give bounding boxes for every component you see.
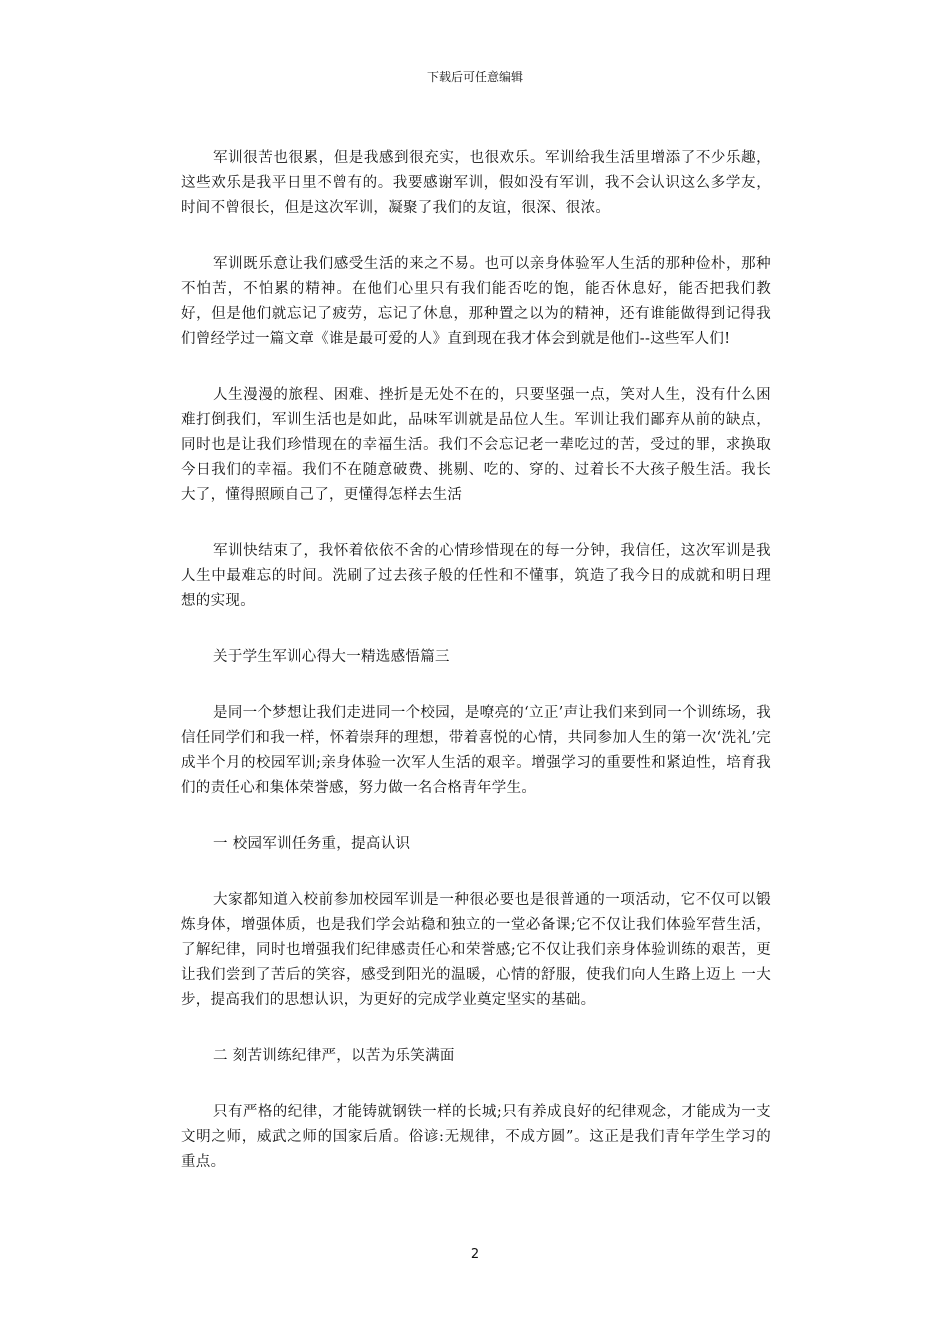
page-header: 下载后可任意编辑: [426, 70, 523, 84]
paragraph-2: 军训既乐意让我们感受生活的来之不易。也可以亲身体验军人生活的那种俭朴，那种不怕苦，不怕累的精神。在他们心里只有我们能否吃的饱，能否休息好，能否把我们教好，但是他们就忘记了疲劳，忘记了休息，那种置之以为的精神，还有谁能做得到记得我们曾经学过一篇文章《谁是最可爱的人》直到现在我才体会到就是他们--这些军人们!: [181, 256, 771, 347]
subheading-one: 一 校园军训任务重，提高认识: [213, 836, 411, 852]
paragraph-6: 大家都知道入校前参加校园军训是一种很必要也是很普通的一项活动，它不仅可以锻炼身体，增强体质，也是我们学会站稳和独立的一堂必备课;它不仅让我们体验军营生活，了解纪律，同时也增强我们纪律感责任心和荣誉感;它不仅让我们亲身体验训练的艰苦，更让我们尝到了苦后的笑容，感受到阳光的温暖，心情的舒服，使我们向人生路上迈上 一大步，提高我们的思想认识，为更好的完成学业奠定坚实的基础。: [181, 892, 771, 1008]
section-title: 关于学生军训心得大一精选感悟篇三: [213, 649, 450, 665]
paragraph-7: 只有严格的纪律，才能铸就钢铁一样的长城;只有养成良好的纪律观念，才能成为一支文明之师，威武之师的国家后盾。俗谚:无规律，不成方圆”。这正是我们青年学生学习的重点。: [181, 1104, 771, 1170]
paragraph-4: 军训快结束了，我怀着依依不舍的心情珍惜现在的每一分钟，我信任，这次军训是我人生中最难忘的时间。洗刷了过去孩子般的任性和不懂事，筑造了我今日的成就和明日理想的实现。: [181, 543, 771, 609]
paragraph-3: 人生漫漫的旅程、困难、挫折是无处不在的，只要坚强一点，笑对人生，没有什么困难打倒我们，军训生活也是如此，品味军训就是品位人生。军训让我们鄙弃从前的缺点，同时也是让我们珍惜现在的幸福生活。我们不会忘记老一辈吃过的苦，受过的罪，求换取今日我们的幸福。我们不在随意破费、挑剔、吃的、穿的、过着长不大孩子般生活。我长大了，懂得照顾自己了，更懂得怎样去生活: [181, 387, 771, 503]
paragraph-1: 军训很苦也很累，但是我感到很充实，也很欢乐。军训给我生活里增添了不少乐趣，这些欢乐是我平日里不曾有的。我要感谢军训，假如没有军训，我不会认识这么多学友，时间不曾很长，但是这次军训，凝聚了我们的友谊，很深、很浓。: [181, 150, 771, 216]
document-body: [181, 146, 771, 1206]
subheading-two: 二 刻苦训练纪律严，以苦为乐笑满面: [213, 1048, 455, 1064]
page-number: 2: [470, 1247, 480, 1262]
paragraph-5: 是同一个梦想让我们走进同一个校园，是嘹亮的‘立正’声让我们来到同一个训练场，我信任同学们和我一样，怀着崇拜的理想，带着喜悦的心情，共同参加人生的第一次‘洗礼’完成半个月的校园军训;亲身体验一次军人生活的艰辛。增强学习的重要性和紧迫性，培育我们的责任心和集体荣誉感，努力做一名合格青年学生。: [181, 705, 771, 796]
